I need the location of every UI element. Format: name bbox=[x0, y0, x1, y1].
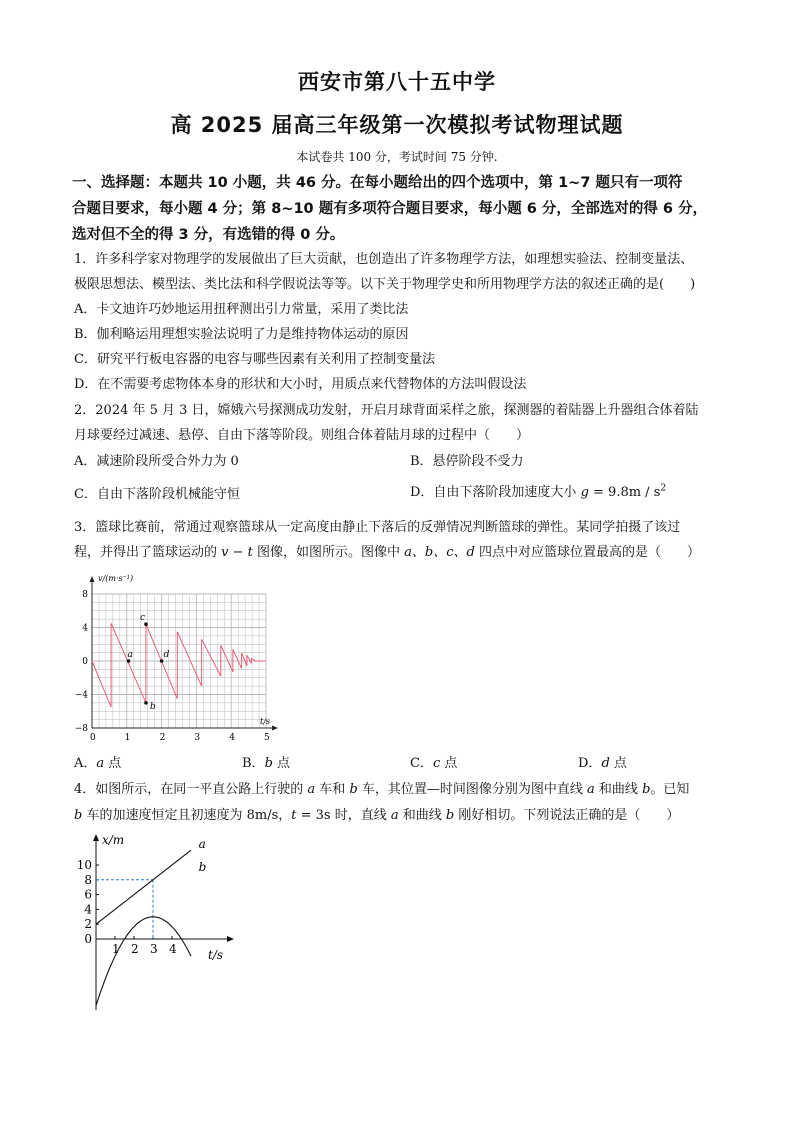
q3-var: a、b、c、d bbox=[404, 545, 475, 560]
line-a-label: a bbox=[198, 836, 206, 851]
x-axis-arrow bbox=[227, 936, 234, 942]
q3-option-c[interactable] bbox=[410, 752, 457, 771]
q4-stem-line2 bbox=[74, 804, 679, 823]
curve-b-label: b bbox=[198, 859, 207, 874]
exam-info: 本试卷共 100 分，考试时间 75 分钟. bbox=[296, 150, 498, 164]
option-label: A． bbox=[74, 756, 97, 771]
q3-text: 四点中对应篮球位置最高的是（ ） bbox=[474, 545, 700, 560]
option-suffix: 点 bbox=[272, 756, 291, 771]
q2-option-d-eq: = 9.8m / s bbox=[588, 485, 661, 500]
q2-option-b[interactable]: B．悬停阶段不受力 bbox=[410, 454, 524, 469]
q3-stem-line2 bbox=[74, 541, 700, 560]
q2-option-a[interactable]: A．减速阶段所受合外力为 0 bbox=[74, 454, 239, 469]
q4-var: b bbox=[642, 782, 651, 797]
q3-option-d[interactable] bbox=[578, 752, 627, 771]
y-tick-label: 2 bbox=[84, 917, 92, 932]
y-axis-label: x/m bbox=[102, 833, 125, 847]
y-tick-label: 8 bbox=[84, 872, 92, 887]
xt-graph bbox=[70, 828, 240, 1014]
q4-text: 刚好相切。下列说法正确的是（ ） bbox=[454, 808, 680, 823]
q4-var: a bbox=[587, 782, 595, 797]
q3-text: 图像，如图所示。图像中 bbox=[252, 545, 405, 560]
option-var: c bbox=[432, 756, 441, 771]
y-tick-label: 10 bbox=[76, 858, 92, 872]
y-tick-label: 4 bbox=[82, 623, 88, 634]
point-label-d: d bbox=[163, 650, 170, 660]
q3-option-b[interactable] bbox=[242, 752, 290, 771]
vt-graph bbox=[70, 568, 285, 746]
section-line: 选对但不全的得 3 分，有选错的得 0 分。 bbox=[72, 227, 345, 243]
y-tick-label: −8 bbox=[74, 724, 88, 734]
q4-text: 和曲线 bbox=[594, 782, 643, 797]
q2-option-d-var: g bbox=[580, 485, 589, 500]
x-tick-label: 0 bbox=[90, 733, 96, 743]
option-var: d bbox=[601, 756, 610, 771]
q4-stem-line1 bbox=[74, 778, 689, 797]
point-label-c: c bbox=[139, 613, 145, 624]
y-tick-label: 8 bbox=[82, 590, 88, 600]
q2-stem-line1: 2．2024 年 5 月 3 日，嫦娥六号探测成功发射，开启月球背面采样之旅，探测器的着陆器上升器组合体着陆 bbox=[74, 403, 699, 418]
y-tick-label: −4 bbox=[74, 690, 88, 701]
point-b bbox=[144, 701, 148, 705]
y-tick-label: 0 bbox=[82, 657, 88, 667]
option-suffix: 点 bbox=[104, 756, 122, 771]
q3-stem-line1: 3．篮球比赛前，常通过观察篮球从一定高度由静止下落后的反弹情况判断篮球的弹性。某同学拍摄了该过 bbox=[74, 520, 681, 535]
option-var: b bbox=[264, 756, 273, 771]
q4-var: a bbox=[390, 808, 399, 823]
q4-var: b bbox=[445, 808, 455, 823]
q3-var: v − t bbox=[221, 545, 253, 560]
y-tick-label: 6 bbox=[84, 887, 92, 902]
option-suffix: 点 bbox=[609, 756, 627, 771]
x-tick-label: 4 bbox=[229, 733, 235, 743]
q1-option-b[interactable]: B．伽利略运用理想实验法说明了力是维持物体运动的原因 bbox=[74, 327, 409, 342]
q4-text: 。已知 bbox=[650, 782, 690, 797]
q3-option-a[interactable] bbox=[74, 752, 121, 771]
x-axis-label: t/s bbox=[260, 717, 271, 726]
x-tick-label: 4 bbox=[169, 942, 177, 956]
q4-text: 4．如图所示，在同一平直公路上行驶的 bbox=[74, 782, 308, 797]
x-axis-label: t/s bbox=[208, 948, 224, 962]
point-label-b: b bbox=[149, 701, 156, 712]
y-tick-label: 0 bbox=[84, 932, 92, 946]
q4-text: 车，其位置—时间图像分别为图中直线 bbox=[357, 782, 588, 797]
x-tick-label: 2 bbox=[159, 733, 166, 743]
q4-var: b bbox=[74, 808, 83, 823]
x-tick-label: 1 bbox=[112, 942, 120, 956]
option-label: C． bbox=[410, 756, 433, 771]
q4-text: 和曲线 bbox=[398, 808, 446, 823]
q2-stem-line2: 月球要经过减速、悬停、自由下落等阶段。则组合体着陆月球的过程中（ ） bbox=[74, 428, 530, 443]
q4-text: 车的加速度恒定且初速度为 8m/s， bbox=[82, 808, 292, 823]
option-var: a bbox=[96, 756, 105, 771]
q2-option-c[interactable]: C．自由下落阶段机械能守恒 bbox=[74, 487, 240, 502]
q2-option-d[interactable] bbox=[410, 481, 666, 500]
q4-var: a bbox=[307, 782, 316, 797]
y-tick-label: 4 bbox=[84, 902, 92, 917]
q4-var: b bbox=[349, 782, 358, 797]
x-tick-label: 3 bbox=[150, 942, 158, 956]
x-axis-arrow bbox=[272, 726, 278, 731]
section-line: 一、选择题：本题共 10 小题，共 46 分。在每小题给出的四个选项中，第 1~7 题只有一项符 bbox=[72, 175, 683, 191]
curve-b bbox=[96, 917, 191, 1006]
x-tick-label: 3 bbox=[194, 733, 201, 743]
y-axis-arrow bbox=[90, 576, 95, 582]
school-name: 西安市第八十五中学 bbox=[298, 70, 496, 94]
option-label: B． bbox=[242, 756, 265, 771]
q3-text: 程，并得出了篮球运动的 bbox=[74, 545, 222, 560]
q1-stem-line2: 极限思想法、模型法、类比法和科学假说法等等。以下关于物理学史和所用物理学方法的叙述正确的是( ) bbox=[74, 277, 696, 292]
section-line: 合题目要求，每小题 4 分；第 8~10 题有多项符合题目要求，每小题 6 分，全部选对的得 6 分， bbox=[72, 201, 708, 217]
option-suffix: 点 bbox=[440, 756, 458, 771]
q2-option-d-prefix: D．自由下落阶段加速度大小 bbox=[410, 485, 581, 500]
x-tick-label: 5 bbox=[264, 733, 270, 743]
section-instructions bbox=[72, 170, 732, 248]
y-axis-arrow bbox=[93, 834, 99, 841]
point-label-a: a bbox=[127, 650, 133, 660]
q4-text: = 3s 时，直线 bbox=[296, 808, 391, 823]
line-a bbox=[96, 850, 191, 924]
x-tick-label: 2 bbox=[131, 942, 139, 956]
q4-var: t bbox=[291, 808, 297, 823]
q1-option-d[interactable]: D．在不需要考虑物体本身的形状和大小时，用质点来代替物体的方法叫假设法 bbox=[74, 377, 527, 392]
q1-option-c[interactable]: C．研究平行板电容器的电容与哪些因素有关利用了控制变量法 bbox=[74, 352, 435, 367]
q2-option-d-sup: 2 bbox=[660, 483, 667, 494]
q4-text: 车和 bbox=[315, 782, 350, 797]
x-tick-label: 1 bbox=[124, 733, 131, 743]
q1-option-a[interactable]: A．卡文迪许巧妙地运用扭秤测出引力常量，采用了类比法 bbox=[74, 302, 409, 317]
option-label: D． bbox=[578, 756, 602, 771]
y-axis-label: v/(m·s⁻¹) bbox=[98, 574, 134, 583]
q1-stem-line1: 1．许多科学家对物理学的发展做出了巨大贡献，也创造出了许多物理学方法，如理想实验法、控制变量法、 bbox=[74, 252, 694, 267]
exam-title: 高 2025 届高三年级第一次模拟考试物理试题 bbox=[170, 113, 624, 137]
